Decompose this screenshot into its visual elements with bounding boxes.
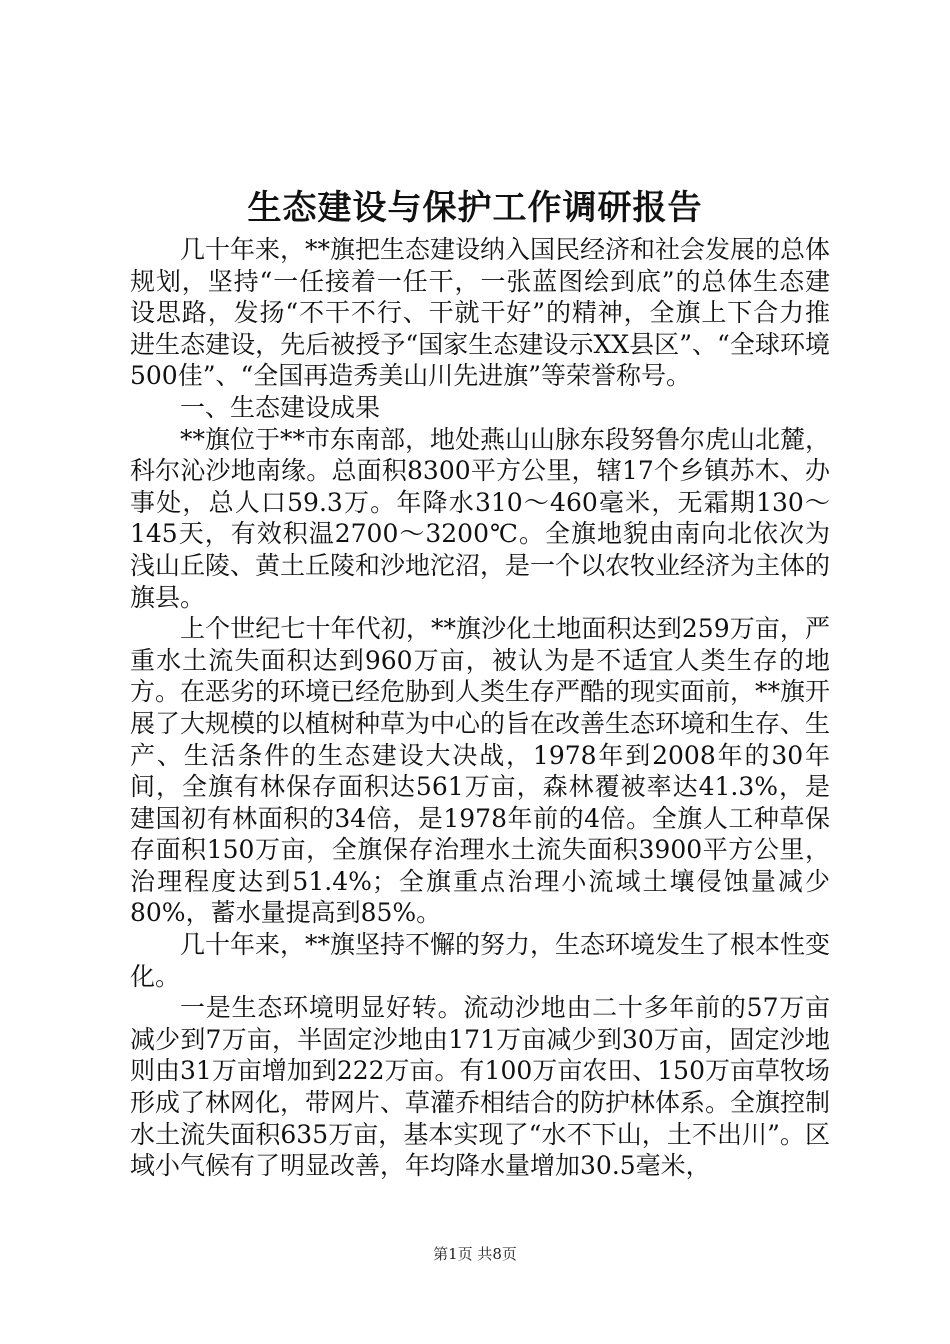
document-title: 生态建设与保护工作调研报告 bbox=[247, 188, 703, 228]
section-heading-achievements: 一、生态建设成果 bbox=[180, 392, 381, 422]
page-footer: 第1页 共8页 bbox=[433, 1245, 517, 1263]
paragraph-intro: 几十年来，**旗把生态建设纳入国民经济和社会发展的总体规划，坚持“一任接着一任干，一张蓝图绘到底”的总体生态建设思路，发扬“不干不行、干就干好”的精神，全旗上下合力推进生态建设，先后被授予“国家生态建设示XX县区”、“全球环境500佳”、“全国再造秀美山川先进旗”等荣誉称号。 bbox=[130, 235, 831, 391]
paragraph-improvement: 一是生态环境明显好转。流动沙地由二十多年前的57万亩减少到7万亩，半固定沙地由171万亩减少到30万亩，固定沙地则由31万亩增加到222万亩。有100万亩农田、150万亩草牧场形成了林网化，带网片、草灌乔相结合的防护林体系。全旗控制水土流失面积635万亩，基本实现了“水不下山，土不出川”。区域小气候有了明显改善，年均降水量增加30.5毫米， bbox=[130, 993, 831, 1181]
document-body bbox=[130, 234, 830, 1182]
paragraph-overview: **旗位于**市东南部，地处燕山山脉东段努鲁尔虎山北麓，科尔沁沙地南缘。总面积8300平方公里，辖17个乡镇苏木、办事处，总人口59.3万。年降水310～460毫米，无霜期130～145天，有效积温2700～3200℃。全旗地貌由南向北依次为浅山丘陵、黄土丘陵和沙地沱沼，是一个以农牧业经济为主体的旗县。 bbox=[130, 424, 831, 612]
paragraph-history: 上个世纪七十年代初，**旗沙化土地面积达到259万亩，严重水土流失面积达到960万亩，被认为是不适宜人类生存的地方。在恶劣的环境已经危胁到人类生存严酷的现实面前，**旗开展了大规模的以植树种草为中心的旨在改善生态环境和生存、生产、生活条件的生态建设大决战，1978年到2008年的30年间，全旗有林保存面积达561万亩，森林覆被率达41.3%，是建国初有林面积的34倍，是1978年前的4倍。全旗人工种草保存面积150万亩，全旗保存治理水土流失面积3900平方公里，治理程度达到51.4%；全旗重点治理小流域土壤侵蚀量减少80%，蓄水量提高到85%。 bbox=[130, 614, 831, 928]
paragraph-change: 几十年来，**旗坚持不懈的努力，生态环境发生了根本性变化。 bbox=[130, 930, 831, 991]
